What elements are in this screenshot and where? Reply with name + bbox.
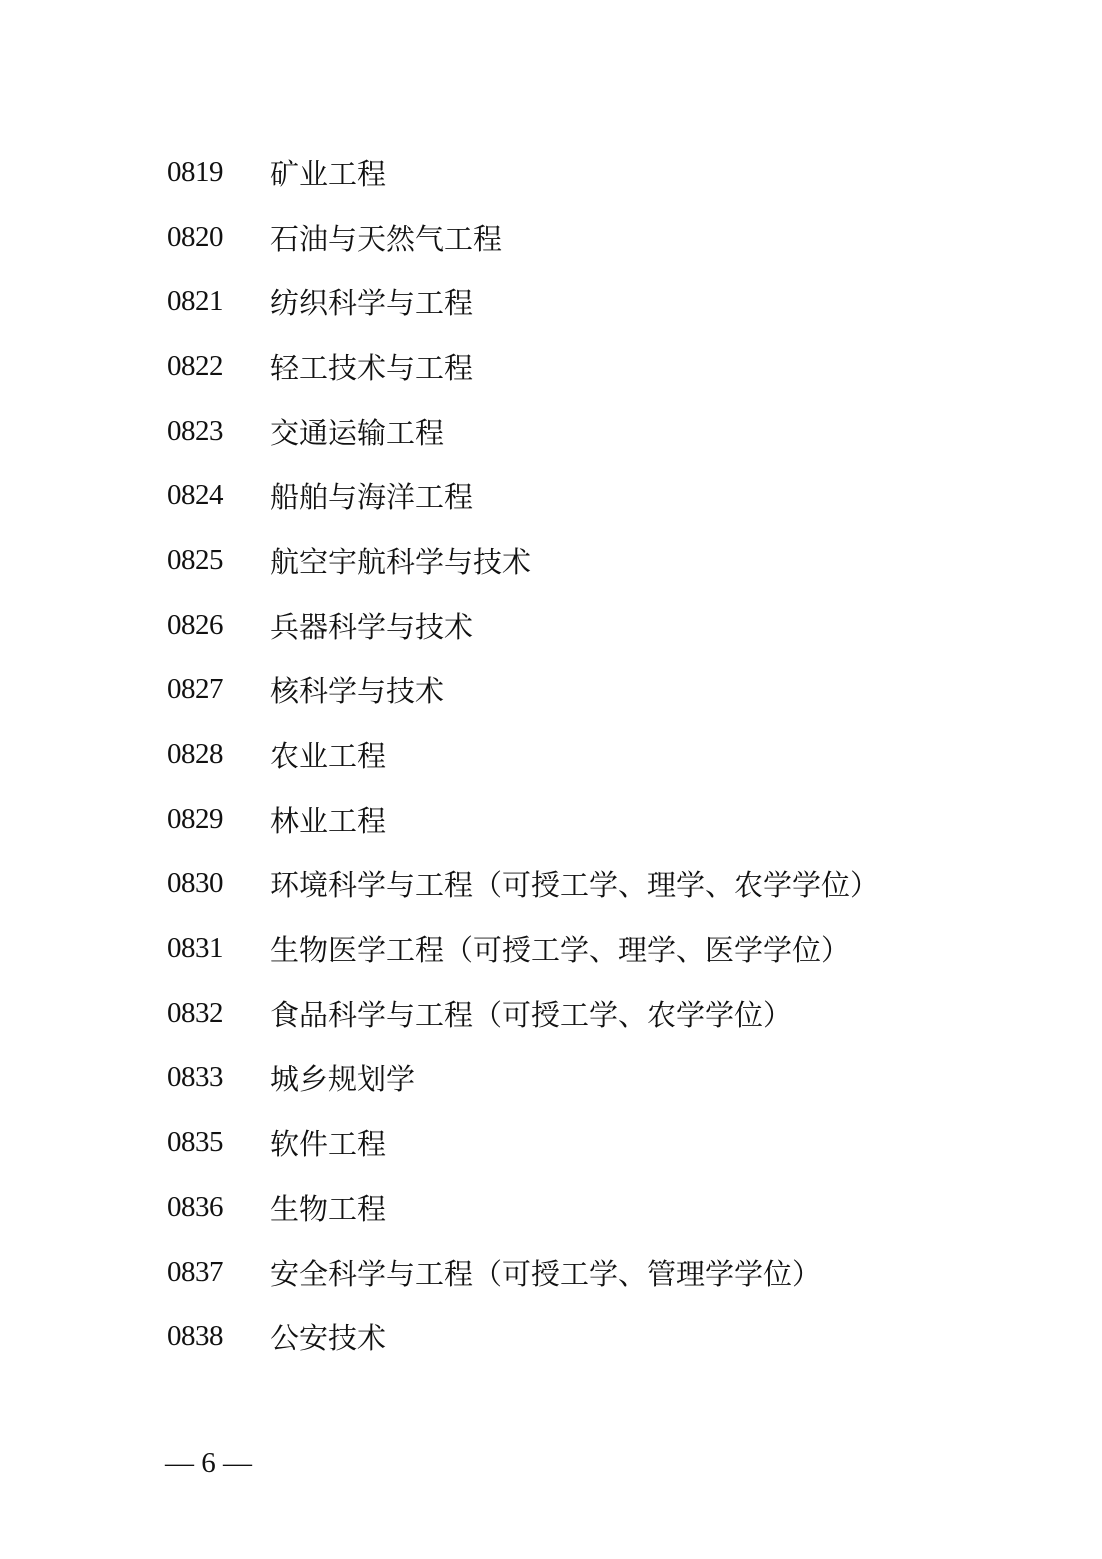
discipline-code: 0819 xyxy=(167,155,223,188)
discipline-code: 0836 xyxy=(167,1190,223,1223)
discipline-code: 0823 xyxy=(167,414,223,447)
discipline-name: 航空宇航科学与技术 xyxy=(270,544,532,579)
discipline-code: 0837 xyxy=(167,1255,223,1288)
discipline-name: 公安技术 xyxy=(270,1321,387,1356)
list-item xyxy=(167,1175,1027,1240)
discipline-name: 石油与天然气工程 xyxy=(270,221,503,256)
list-item xyxy=(167,852,1027,917)
discipline-code: 0826 xyxy=(167,608,223,641)
list-item xyxy=(167,399,1027,464)
discipline-name: 软件工程 xyxy=(270,1127,387,1162)
discipline-code: 0833 xyxy=(167,1061,223,1094)
list-item xyxy=(167,140,1027,205)
discipline-name: 生物工程 xyxy=(270,1191,387,1226)
list-item xyxy=(167,334,1027,399)
discipline-name: 矿业工程 xyxy=(270,156,387,191)
discipline-code: 0835 xyxy=(167,1126,223,1159)
discipline-list xyxy=(167,140,1027,1369)
discipline-name: 纺织科学与工程 xyxy=(270,286,474,321)
discipline-name: 城乡规划学 xyxy=(270,1062,416,1097)
discipline-code: 0830 xyxy=(167,867,223,900)
discipline-code: 0838 xyxy=(167,1320,223,1353)
discipline-code: 0829 xyxy=(167,802,223,835)
discipline-name: 轻工技术与工程 xyxy=(270,350,474,385)
list-item xyxy=(167,916,1027,981)
list-item xyxy=(167,1110,1027,1175)
discipline-code: 0824 xyxy=(167,479,223,512)
list-item xyxy=(167,1304,1027,1369)
list-item xyxy=(167,463,1027,528)
discipline-name: 林业工程 xyxy=(270,803,387,838)
discipline-name: 环境科学与工程（可授工学、理学、农学学位） xyxy=(270,868,880,903)
list-item xyxy=(167,593,1027,658)
discipline-code: 0821 xyxy=(167,285,223,318)
discipline-code: 0822 xyxy=(167,349,223,382)
page-number: — 6 — xyxy=(165,1447,252,1479)
discipline-name: 船舶与海洋工程 xyxy=(270,480,474,515)
discipline-name: 核科学与技术 xyxy=(270,674,445,709)
list-item xyxy=(167,269,1027,334)
discipline-name: 农业工程 xyxy=(270,739,387,774)
discipline-name: 兵器科学与技术 xyxy=(270,609,474,644)
discipline-code: 0832 xyxy=(167,996,223,1029)
discipline-code: 0827 xyxy=(167,673,223,706)
discipline-code: 0820 xyxy=(167,220,223,253)
discipline-code: 0831 xyxy=(167,932,223,965)
list-item xyxy=(167,658,1027,723)
discipline-name: 交通运输工程 xyxy=(270,415,445,450)
list-item xyxy=(167,528,1027,593)
list-item xyxy=(167,981,1027,1046)
list-item xyxy=(167,1046,1027,1111)
list-item xyxy=(167,205,1027,270)
list-item xyxy=(167,787,1027,852)
discipline-name: 生物医学工程（可授工学、理学、医学学位） xyxy=(270,933,851,968)
discipline-code: 0828 xyxy=(167,738,223,771)
discipline-name: 食品科学与工程（可授工学、农学学位） xyxy=(270,997,793,1032)
discipline-code: 0825 xyxy=(167,543,223,576)
list-item xyxy=(167,722,1027,787)
discipline-name: 安全科学与工程（可授工学、管理学学位） xyxy=(270,1256,822,1291)
list-item xyxy=(167,1240,1027,1305)
